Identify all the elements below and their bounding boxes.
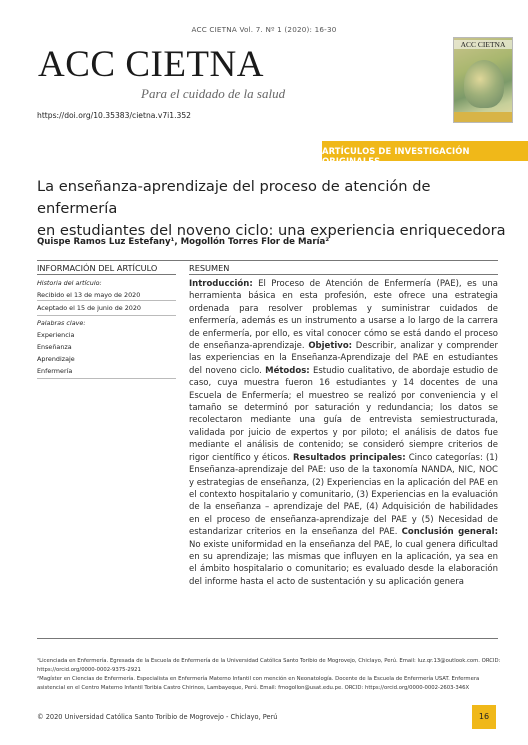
abstract-conclusion-text: No existe uniformidad en la enseñanza del PAE, lo cual genera dificultad en su aprendizaje; las mismas que influyen en la aplicación, ya sea en el ámbito hospitalario o comunitario; es evaluado desde la elaboración del informe hasta el acto de sustentación y su aplicación genera (189, 539, 498, 587)
doi-link[interactable]: https://doi.org/10.35383/cietna.v7i1.352 (37, 111, 192, 120)
top-rule (37, 260, 498, 261)
keyword-item: Enseñanza (37, 343, 72, 351)
abstract-intro-label: Introducción: (189, 279, 253, 289)
article-title-line-1: La enseñanza-aprendizaje del proceso de atención de enfermería (37, 178, 431, 217)
history-label: Historia del artículo: (37, 279, 102, 287)
page-number: 16 (478, 712, 490, 721)
accepted-date: Aceptado el 15 de junio de 2020 (37, 304, 141, 312)
cover-title: ACC CIETNA (454, 40, 512, 49)
keyword-item: Aprendizaje (37, 355, 75, 363)
journal-name: ACC CIETNA (38, 44, 264, 85)
abstract-body (189, 278, 498, 588)
abstract-intro-text: El Proceso de Atención de Enfermería (PAE), es una herramienta básica en esta profesión, este ofrece una estrategia ordenada para resolver problemas y suministrar cuidados de enfermería, además es un instrumento a usarse a lo largo de la carrera de enfermería, por ello, es vital conocer cómo se está dando el proceso de enseñanza-aprendizaje. (189, 279, 498, 352)
cover-footer-band (454, 112, 512, 122)
cover-illustration (464, 60, 504, 108)
info-divider-3 (37, 378, 176, 379)
abstract-results-text: Cinco categorías: (1) Enseñanza-aprendizaje del PAE: uso de la taxonomía NANDA, NIC, NOC y estrategias de enseñanza, (2) Experiencias en la aplicación del PAE en el contexto hospitalario y comunitario, (3) Experiencias en la evaluación de la enseñanza – aprendizaje del PAE, (4) Adquisición de habilidades en el proceso de enseñanza-aprendizaje del PAE y (5) Necesidad de estandarizar criterios en la enseñanza del PAE. (189, 452, 498, 538)
info-heading-rule (37, 274, 176, 275)
abstract-heading: RESUMEN (189, 263, 230, 273)
keywords-label: Palabras clave: (37, 319, 86, 327)
article-authors: Quispe Ramos Luz Estefany¹, Mogollón Torres Flor de María² (37, 237, 330, 247)
info-heading: INFORMACIÓN DEL ARTÍCULO (37, 263, 158, 273)
section-banner (322, 141, 528, 166)
running-head: ACC CIETNA Vol. 7. Nº 1 (2020): 16-30 (191, 25, 337, 34)
journal-cover-image (453, 37, 513, 123)
abstract-methods-label: Métodos: (265, 365, 310, 376)
received-date: Recibido el 13 de mayo de 2020 (37, 291, 141, 299)
journal-tagline: Para el cuidado de la salud (141, 86, 286, 101)
abstract-results-label: Resultados principales: (292, 452, 406, 463)
abstract-objective-text: Describir, analizar y comprender las experiencias en la Enseñanza-Aprendizaje del PAE en estudiantes del noveno ciclo. (189, 341, 498, 376)
abstract-bottom-rule (37, 638, 498, 639)
info-divider-2 (37, 315, 176, 316)
article-title-line-2: en estudiantes del noveno ciclo: una experiencia enriquecedora (37, 222, 506, 239)
copyright-notice: © 2020 Universidad Católica Santo Toribio de Mogrovejo - Chiclayo, Perú (37, 713, 278, 721)
keyword-item: Experiencia (37, 331, 75, 339)
section-banner-label: ARTÍCULOS DE INVESTIGACIÓN ORIGINALES (322, 146, 470, 166)
abstract-objective-label: Objetivo: (308, 341, 353, 352)
page-number-box (472, 705, 496, 729)
abstract-conclusion-label: Conclusión general: (401, 527, 498, 538)
info-divider-1 (37, 300, 176, 301)
keyword-item: Enfermería (37, 367, 73, 375)
article-title (37, 176, 507, 242)
abstract-heading-rule (189, 274, 498, 275)
footnote-2: ²Magíster en Ciencias de Enfermería. Especialista en Enfermería Materno Infantil con mención en Neonatología. Docente de la Escuela de Enfermería USAT. Enfermera asistencial en el Centro Materno Infantil Toribia Castro Chirinos, Lambayeque, Perú. Email: fmogollon@usat.edu.pe. ORCID: https://orcid.org/0000-0002-2603-346X (37, 676, 480, 691)
footnote-1: ¹Licenciada en Enfermería. Egresada de la Escuela de Enfermería de la Universidad Católica Santo Toribio de Mogrovejo, Chiclayo, Perú. Email: luz.qr.13@outlook.com. ORCID: https://orcid.org/0000-0002-9375-2921 (37, 658, 501, 673)
abstract-methods-text: Estudio cualitativo, de abordaje estudio de caso, cuya muestra fueron 16 estudiantes y 14 docentes de una Escuela de Enfermería; el muestreo se realizó por conveniencia y el tamaño se determinó por saturación y redundancia; los datos se recolectaron mediante una guía de entrevista semiestructurada, validada por juicio de expertos y por piloto; el análisis de datos fue mediante el análisis de contenido; se consideró siempre criterios de rigor científico y éticos. (189, 365, 498, 463)
